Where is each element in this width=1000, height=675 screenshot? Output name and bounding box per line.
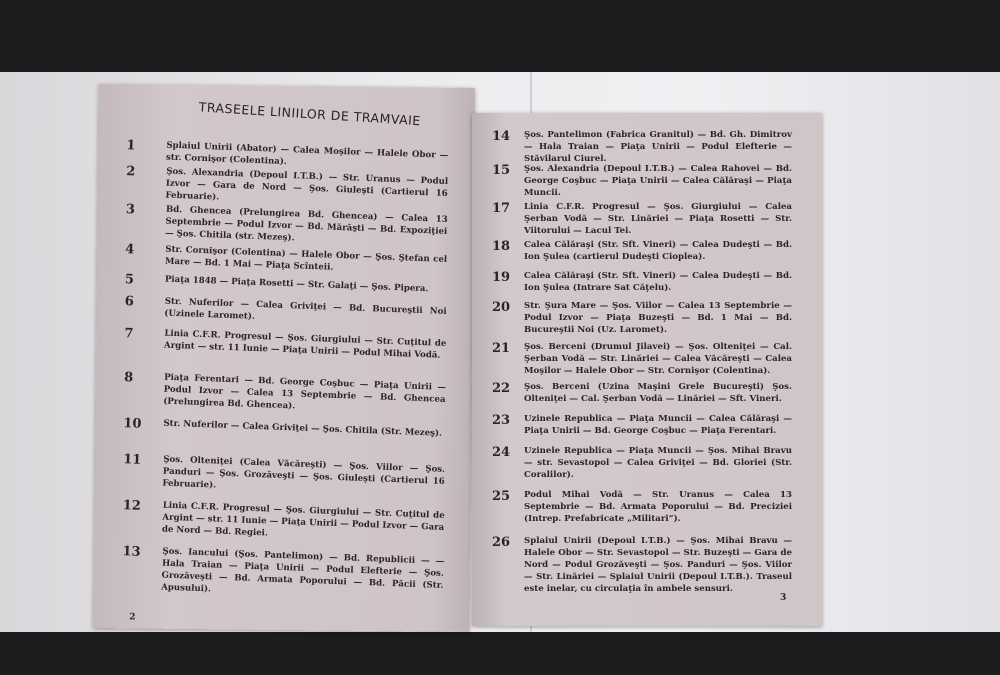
route-text: Piaţa 1848 — Piaţa Rosetti — Str. Galaţi — Şos. Pipera. xyxy=(164,274,429,295)
route-text: Şos. Berceni (Drumul Jilavei) — Şos. Olteniţei — Cal. Şerban Vodă — Str. Linăriei — Calea Văcăreşti — Calea Moşilor — Halele Obor — Str. Cornişor (Colentina). xyxy=(524,342,792,376)
route-text: Splaiul Unirii (Abator) — Calea Moşilor — Halele Obor — str. Cornişor (Colentina). xyxy=(165,140,449,168)
line-number: 5 xyxy=(124,272,135,288)
route-text: Linia C.F.R. Progresul — Şos. Giurgiului — Str. Cuţitul de Argint — str. 11 Iunie — Piaţa Unirii — Podul Mihai Vodă. xyxy=(163,328,447,361)
line-number: 20 xyxy=(492,300,511,315)
line-number: 18 xyxy=(492,239,511,254)
page-number: 2 xyxy=(129,612,136,623)
line-number: 2 xyxy=(125,164,136,180)
route-text: Linia C.F.R. Progresul — Şos. Giurgiului — Calea Şerban Vodă — Str. Linăriei — Piaţa Rosetti — Str. Viitorului — Lacul Tei. xyxy=(524,202,792,236)
line-number: 6 xyxy=(124,294,135,310)
route-entry xyxy=(492,201,802,237)
route-entry xyxy=(492,300,802,336)
route-text: Str. Nuferilor — Calea Griviţei — Bd. Bucureştii Noi (Uzinele Laromet). xyxy=(164,296,447,322)
line-number: 17 xyxy=(492,201,511,216)
route-text: Şos. Berceni (Uzina Maşini Grele Bucureşti) Şos. Olteniţei — Cal. Şerban Vodă — Linăriei — Sft. Vineri. xyxy=(524,382,792,404)
route-entry xyxy=(492,341,802,377)
route-entry xyxy=(124,326,447,362)
route-text: Str. Şura Mare — Şos. Viilor — Calea 13 Septembrie — Podul Izvor — Piaţa Buzeşti — Bd. 1 Mai — Bd. Bucureştii Noi (Uz. Laromet). xyxy=(524,301,792,335)
route-text: Calea Călăraşi (Str. Sft. Vineri) — Calea Dudeşti — Bd. Ion Şulea (Intrare Sat Căţelu). xyxy=(524,271,792,293)
route-text: Şos. Iancului (Şos. Pantelimon) — Bd. Republicii — — Hala Traian — Piaţa Unirii — Podul Elefterie — Şos. Grozăveşti — Bd. Armata Poporului — Bd. Păcii (Str. Apusului). xyxy=(160,546,445,595)
route-text: Str. Nuferilor — Calea Griviţei — Şos. Chitila (Str. Mezeş). xyxy=(163,418,443,439)
line-number: 15 xyxy=(492,163,511,178)
route-entry xyxy=(122,498,445,546)
line-number: 8 xyxy=(123,370,134,386)
line-number: 26 xyxy=(492,535,511,550)
line-number: 14 xyxy=(492,129,511,144)
route-entry xyxy=(492,489,802,525)
left-page xyxy=(93,84,475,632)
right-page xyxy=(472,113,822,626)
line-number: 22 xyxy=(492,381,511,396)
route-text: Calea Călăraşi (Str. Sft. Vineri) — Calea Dudeşti — Bd. Ion Şulea (cartierul Dudeşti Cioplea). xyxy=(524,240,792,262)
route-entry xyxy=(122,452,445,500)
route-text: Şos. Olteniţei (Calea Văcăreşti) — Şos. Viilor — Şos. Panduri — Şos. Grozăveşti — Şos. Giuleşti (Cartierul 16 Februarie). xyxy=(162,454,446,491)
route-entry xyxy=(492,129,802,165)
route-entry xyxy=(492,535,802,595)
page-title: TRASEELE LINIILOR DE TRAMVAIE xyxy=(198,99,422,129)
route-entry xyxy=(492,445,802,481)
route-text: Şos. Alexandria (Depoul I.T.B.) — Calea Rahovei — Bd. George Coşbuc — Piaţa Unirii — Calea Călăraşi — Piaţa Muncii. xyxy=(524,164,792,198)
line-number: 12 xyxy=(122,498,142,514)
route-entry xyxy=(492,270,802,294)
page-number: 3 xyxy=(780,593,787,603)
route-entry xyxy=(492,413,802,437)
route-text: Splaiul Unirii (Depoul I.T.B.) — Şos. Mihai Bravu — Halele Obor — Str. Sevastopol — Str. Buzeşti — Gara de Nord — Podul Grozăveşti — Şos. Panduri — Şos. Viilor — Str. Linăriei — Splaiul Unirii (Depoul I.T.B.). Traseul este inelar, cu circulaţia în ambele sensuri. xyxy=(524,536,792,594)
route-text: Uzinele Republica — Piaţa Muncii — Şos. Mihai Bravu — str. Sevastopol — Calea Griviţei — Bd. Gloriei (Str. Coralilor). xyxy=(524,446,792,480)
route-text: Şos. Pantelimon (Fabrica Granitul) — Bd. Gh. Dimitrov — Hala Traian — Piaţa Unirii — Podul Elefterie — Stăvilarul Ciurel. xyxy=(524,130,792,164)
route-entry xyxy=(123,370,446,418)
route-text: Str. Cornişor (Colentina) — Halele Obor — Şos. Ştefan cel Mare — Bd. 1 Mai — Piaţa Scînteii. xyxy=(164,244,448,273)
route-entry xyxy=(124,294,447,330)
line-number: 21 xyxy=(492,341,511,356)
bottom-black-bar xyxy=(0,632,1000,675)
route-text: Linia C.F.R. Progresul — Şos. Giurgiului — Str. Cuţitul de Argint — str. 11 Iunie — Piaţa Unirii — Podul Izvor — Gara de Nord — Bd. Regiei. xyxy=(161,500,445,539)
route-entry xyxy=(492,381,802,405)
line-number: 24 xyxy=(492,445,511,460)
line-number: 19 xyxy=(492,270,511,285)
route-entry xyxy=(123,416,445,443)
route-entry xyxy=(492,239,802,263)
route-text: Uzinele Republica — Piaţa Muncii — Calea Călăraşi — Piaţa Unirii — Bd. George Coşbuc — Piaţa Ferentari. xyxy=(524,414,792,436)
route-entry xyxy=(121,544,445,604)
line-number: 1 xyxy=(126,138,136,154)
route-text: Şos. Alexandria (Depoul I.T.B.) — Str. Uranus — Podul Izvor — Gara de Nord — Şos. Giuleşti (Cartierul 16 Februarie). xyxy=(165,166,449,203)
route-text: Bd. Ghencea (Prelungirea Bd. Ghencea) — Calea 13 Septembrie — Podul Izvor — Bd. Mărăşti — Bd. Expoziţiei — Şos. Chitila (str. Mezeş). xyxy=(164,204,448,244)
line-number: 23 xyxy=(492,413,511,428)
route-entry xyxy=(492,163,802,199)
top-black-bar xyxy=(0,0,1000,72)
route-text: Podul Mihai Vodă — Str. Uranus — Calea 13 Septembrie — Bd. Armata Poporului — Bd. Preciziei (Intrep. Prefabricate „Militari”). xyxy=(524,490,792,524)
line-number: 11 xyxy=(122,452,142,468)
line-number: 13 xyxy=(122,544,141,560)
route-text: Piaţa Ferentari — Bd. George Coşbuc — Piaţa Unirii — Podul Izvor — Calea 13 Septembrie — Bd. Ghencea (Prelungirea Bd. Ghencea). xyxy=(163,372,447,412)
line-number: 7 xyxy=(124,326,134,342)
line-number: 25 xyxy=(492,489,511,504)
line-number: 4 xyxy=(125,242,135,258)
line-number: 10 xyxy=(123,416,142,432)
line-number: 3 xyxy=(125,202,136,218)
